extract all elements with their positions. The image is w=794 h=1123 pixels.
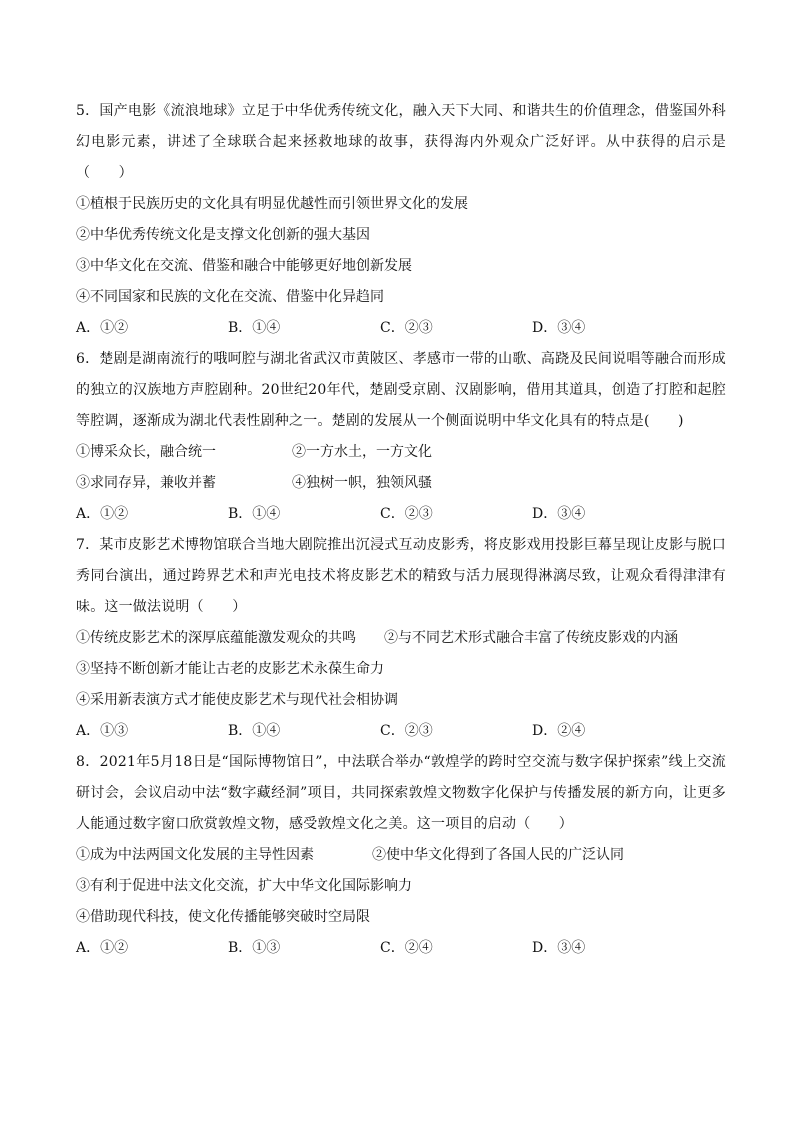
answer-choices [76,499,726,530]
choice-c: C．②③ [380,320,433,336]
option-line: ③中华文化在交流、借鉴和融合中能够更好地创新发展 [76,258,412,274]
option-line: ①成为中法两国文化发展的主导性因素 [76,847,314,863]
option-line: ①传统皮影艺术的深厚底蕴能激发观众的共鸣 [76,630,356,646]
question-6 [76,344,726,530]
choice-d: D．②④ [532,723,586,739]
option-pair [76,623,726,654]
choice-b: B．①③ [228,940,281,956]
question-8 [76,747,726,964]
option-line: ③坚持不断创新才能让古老的皮影艺术永葆生命力 [76,661,384,677]
choice-b: B．①④ [228,723,281,739]
option-line: ④不同国家和民族的文化在交流、借鉴中化异趋同 [76,289,384,305]
option-pair [76,437,726,468]
option-line: ④独树一帜，独领风骚 [292,475,432,491]
option-line: ③求同存异，兼收并蓄 [76,475,216,491]
question-stem: 6．楚剧是湖南流行的哦呵腔与湖北省武汉市黄陂区、孝感市一带的山歌、高跷及民间说唱等融合而形成的独立的汉族地方声腔剧种。20世纪20年代，楚剧受京剧、汉剧影响，借用其道具，创造了打腔和起腔等腔调，逐渐成为湖北代表性剧种之一。楚剧的发展从一个侧面说明中华文化具有的特点是( ) [76,351,726,429]
choice-a: A．①② [76,940,129,956]
question-5 [76,96,726,344]
choice-b: B．①④ [228,506,281,522]
choice-c: C．②④ [380,940,433,956]
option-line: ①植根于民族历史的文化具有明显优越性而引领世界文化的发展 [76,196,468,212]
choice-b: B．①④ [228,320,281,336]
choice-c: C．②③ [380,723,433,739]
answer-choices [76,716,726,747]
answer-choices [76,933,726,964]
option-line: ④借助现代科技，使文化传播能够突破时空局限 [76,909,370,925]
question-stem: 5．国产电影《流浪地球》立足于中华优秀传统文化，融入天下大同、和谐共生的价值理念，借鉴国外科幻电影元素，讲述了全球联合起来拯救地球的故事，获得海内外观众广泛好评。从中获得的启示是（ ） [76,103,726,181]
option-line: ②中华优秀传统文化是支撑文化创新的强大基因 [76,227,370,243]
answer-choices [76,313,726,344]
choice-a: A．①② [76,320,129,336]
option-line: ④采用新表演方式才能使皮影艺术与现代社会相协调 [76,692,398,708]
option-pair [76,840,726,871]
option-line: ①博采众长，融合统一 [76,444,216,460]
option-line: ②使中华文化得到了各国人民的广泛认同 [372,847,624,863]
choice-d: D．③④ [532,320,586,336]
choice-c: C．②③ [380,506,433,522]
choice-d: D．③④ [532,940,586,956]
option-line: ③有利于促进中法文化交流，扩大中华文化国际影响力 [76,878,412,894]
option-line: ②一方水土，一方文化 [292,444,432,460]
exam-page [76,96,726,964]
option-line: ②与不同艺术形式融合丰富了传统皮影戏的内涵 [384,630,678,646]
choice-d: D．③④ [532,506,586,522]
choice-a: A．①② [76,506,129,522]
question-7 [76,530,726,747]
question-stem: 7．某市皮影艺术博物馆联合当地大剧院推出沉浸式互动皮影秀，将皮影戏用投影巨幕呈现让皮影与脱口秀同台演出，通过跨界艺术和声光电技术将皮影艺术的精致与活力展现得淋漓尽致，让观众看得津津有味。这一做法说明（ ） [76,537,726,615]
choice-a: A．①③ [76,723,129,739]
option-pair [76,468,726,499]
question-stem: 8．2021年5月18日是“国际博物馆日”，中法联合举办“敦煌学的跨时空交流与数字保护探索”线上交流研讨会，会议启动中法“数字藏经洞”项目，共同探索敦煌文物数字化保护与传播发展的新方向，让更多人能通过数字窗口欣赏敦煌文物，感受敦煌文化之美。这一项目的启动（ ） [76,754,726,832]
